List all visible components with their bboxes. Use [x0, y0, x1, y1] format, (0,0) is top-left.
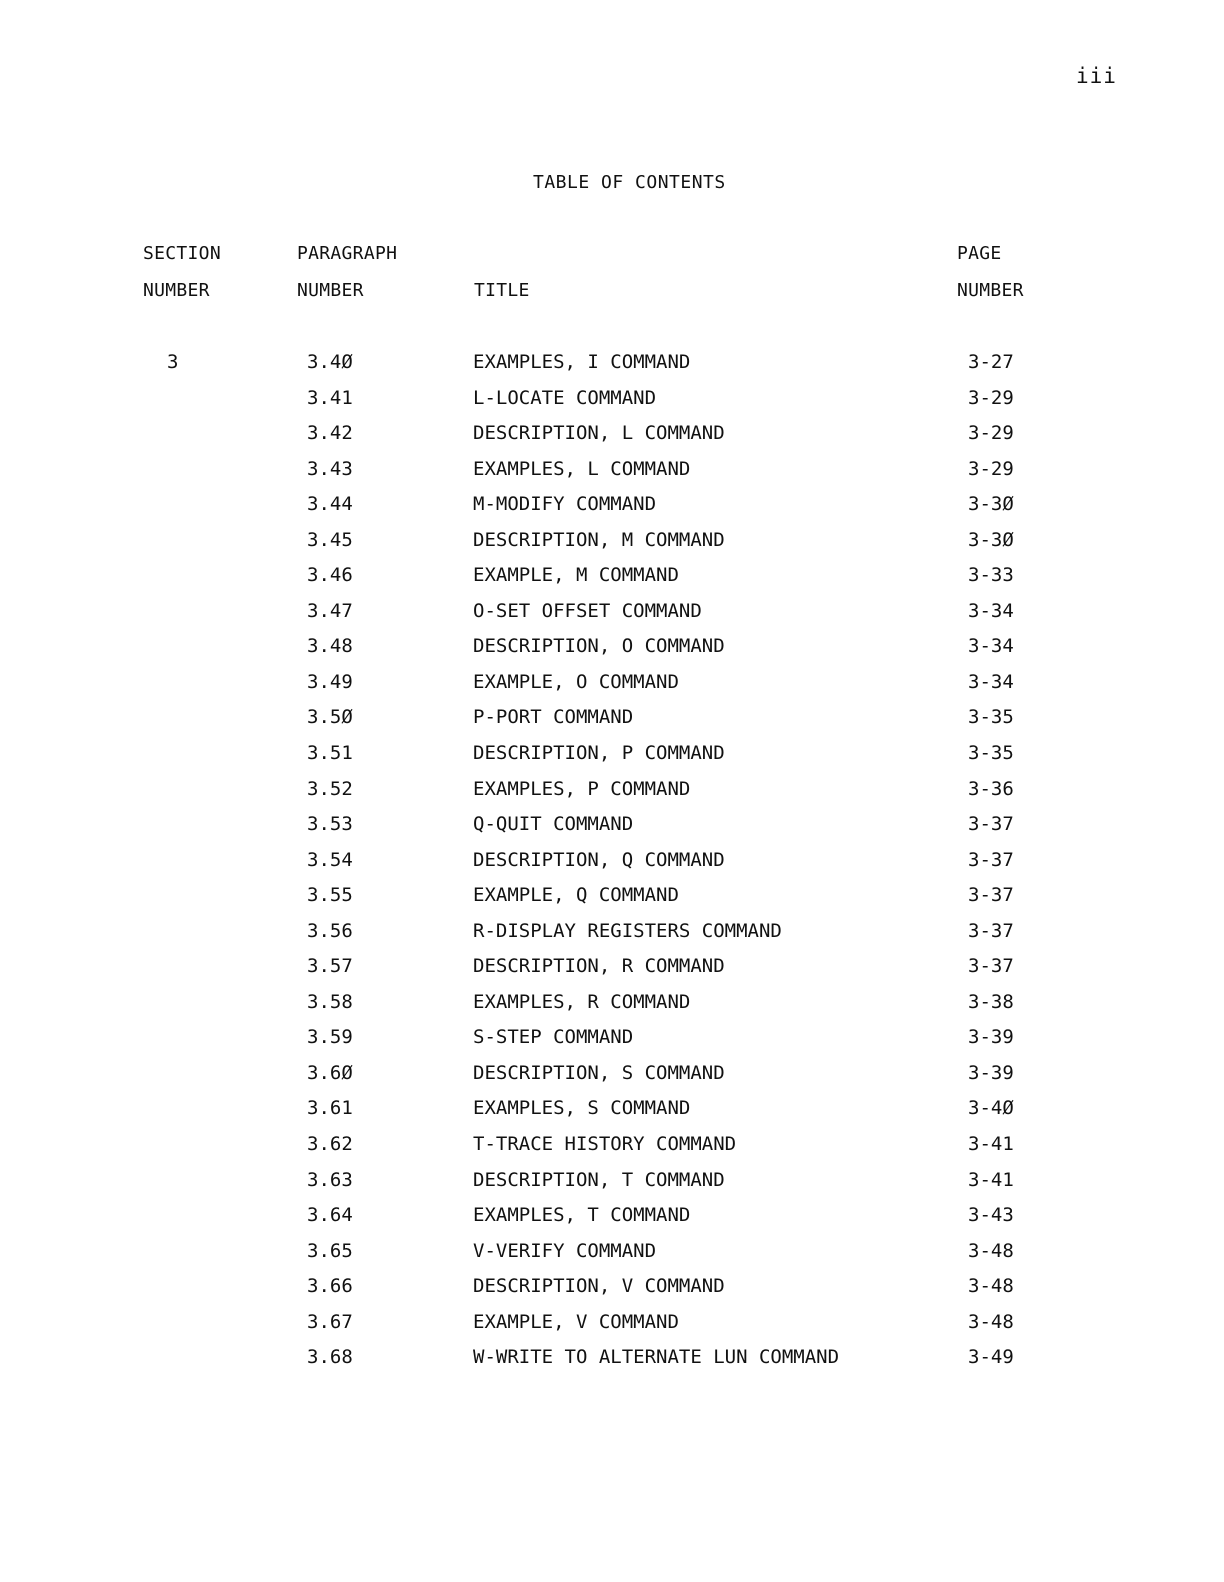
toc-row	[0, 487, 1224, 523]
entry-title: EXAMPLES, L COMMAND	[473, 457, 691, 480]
toc-row	[0, 949, 1224, 985]
paragraph-number: 3.4Ø	[307, 351, 353, 373]
entry-title: P-PORT COMMAND	[473, 706, 634, 729]
header-section-line1: SECTION	[143, 243, 221, 264]
document-title: TABLE OF CONTENTS	[533, 172, 726, 193]
entry-title: L-LOCATE COMMAND	[473, 386, 657, 409]
page-reference: 3-35	[968, 742, 1014, 765]
header-page-line2: NUMBER	[957, 280, 1024, 301]
page-reference: 3-37	[968, 884, 1014, 907]
page-reference: 3-39	[968, 1061, 1014, 1084]
entry-title: DESCRIPTION, R COMMAND	[473, 955, 725, 978]
page-reference: 3-48	[968, 1310, 1014, 1333]
page-reference: 3-39	[968, 1026, 1014, 1049]
toc-row	[0, 1198, 1224, 1234]
entry-title: V-VERIFY COMMAND	[473, 1239, 657, 1262]
page-reference: 3-37	[968, 848, 1014, 871]
page-reference: 3-29	[968, 457, 1014, 480]
paragraph-number: 3.45	[307, 528, 353, 551]
toc-row	[0, 878, 1224, 914]
paragraph-number: 3.65	[307, 1239, 353, 1262]
paragraph-number: 3.49	[307, 670, 353, 693]
paragraph-number: 3.43	[307, 457, 353, 480]
entry-title: O-SET OFFSET COMMAND	[473, 599, 702, 622]
toc-row	[0, 1305, 1224, 1341]
paragraph-number: 3.42	[307, 422, 353, 445]
toc-row	[0, 1269, 1224, 1305]
header-paragraph-line2: NUMBER	[297, 280, 364, 301]
paragraph-number: 3.46	[307, 564, 353, 587]
header-page-line1: PAGE	[957, 243, 1002, 264]
paragraph-number: 3.52	[307, 777, 353, 800]
page-reference: 3-41	[968, 1133, 1014, 1156]
paragraph-number: 3.41	[307, 386, 353, 409]
toc-rows	[0, 345, 1224, 1376]
toc-row	[0, 416, 1224, 452]
paragraph-number: 3.64	[307, 1204, 353, 1227]
page-reference: 3-37	[968, 919, 1014, 942]
entry-title: DESCRIPTION, O COMMAND	[473, 635, 725, 658]
toc-row	[0, 1020, 1224, 1056]
page-reference: 3-48	[968, 1239, 1014, 1262]
entry-title: DESCRIPTION, M COMMAND	[473, 528, 725, 551]
page-number: iii	[1076, 64, 1117, 88]
page-reference: 3-34	[968, 635, 1014, 658]
paragraph-number: 3.56	[307, 919, 353, 942]
entry-title: DESCRIPTION, P COMMAND	[473, 742, 725, 765]
section-number: 3	[167, 351, 179, 373]
paragraph-number: 3.62	[307, 1133, 353, 1156]
page-reference: 3-33	[968, 564, 1014, 587]
toc-row	[0, 558, 1224, 594]
toc-row	[0, 523, 1224, 559]
entry-title: EXAMPLE, M COMMAND	[473, 564, 679, 587]
toc-row	[0, 629, 1224, 665]
paragraph-number: 3.51	[307, 742, 353, 765]
paragraph-number: 3.54	[307, 848, 353, 871]
paragraph-number: 3.68	[307, 1346, 353, 1369]
page-reference: 3-36	[968, 777, 1014, 800]
toc-row	[0, 1127, 1224, 1163]
page-reference: 3-29	[968, 386, 1014, 409]
entry-title: T-TRACE HISTORY COMMAND	[473, 1133, 737, 1156]
entry-title: EXAMPLES, I COMMAND	[473, 351, 691, 373]
paragraph-number: 3.55	[307, 884, 353, 907]
toc-row	[0, 736, 1224, 772]
entry-title: DESCRIPTION, V COMMAND	[473, 1275, 725, 1298]
page-reference: 3-27	[968, 351, 1014, 373]
entry-title: EXAMPLE, Q COMMAND	[473, 884, 679, 907]
entry-title: Q-QUIT COMMAND	[473, 813, 634, 836]
paragraph-number: 3.5Ø	[307, 706, 353, 729]
toc-row	[0, 807, 1224, 843]
toc-row	[0, 1056, 1224, 1092]
toc-row	[0, 985, 1224, 1021]
header-title: TITLE	[474, 280, 530, 301]
paragraph-number: 3.61	[307, 1097, 353, 1120]
paragraph-number: 3.67	[307, 1310, 353, 1333]
paragraph-number: 3.58	[307, 990, 353, 1013]
toc-row	[0, 1163, 1224, 1199]
toc-row	[0, 1234, 1224, 1270]
page-reference: 3-3Ø	[968, 528, 1014, 551]
paragraph-number: 3.48	[307, 635, 353, 658]
entry-title: S-STEP COMMAND	[473, 1026, 634, 1049]
paragraph-number: 3.47	[307, 599, 353, 622]
entry-title: EXAMPLES, S COMMAND	[473, 1097, 691, 1120]
toc-row	[0, 914, 1224, 950]
toc-row	[0, 381, 1224, 417]
toc-row	[0, 843, 1224, 879]
page-reference: 3-3Ø	[968, 493, 1014, 516]
page-reference: 3-38	[968, 990, 1014, 1013]
toc-row	[0, 700, 1224, 736]
entry-title: DESCRIPTION, S COMMAND	[473, 1061, 725, 1084]
entry-title: EXAMPLE, V COMMAND	[473, 1310, 679, 1333]
toc-row	[0, 665, 1224, 701]
page-reference: 3-35	[968, 706, 1014, 729]
page-reference: 3-34	[968, 670, 1014, 693]
entry-title: DESCRIPTION, Q COMMAND	[473, 848, 725, 871]
page-reference: 3-4Ø	[968, 1097, 1014, 1120]
page-reference: 3-43	[968, 1204, 1014, 1227]
page-reference: 3-29	[968, 422, 1014, 445]
paragraph-number: 3.63	[307, 1168, 353, 1191]
page-reference: 3-49	[968, 1346, 1014, 1369]
page-reference: 3-34	[968, 599, 1014, 622]
toc-row	[0, 772, 1224, 808]
toc-row	[0, 345, 1224, 381]
entry-title: EXAMPLE, O COMMAND	[473, 670, 679, 693]
paragraph-number: 3.44	[307, 493, 353, 516]
toc-row	[0, 594, 1224, 630]
paragraph-number: 3.53	[307, 813, 353, 836]
entry-title: M-MODIFY COMMAND	[473, 493, 657, 516]
paragraph-number: 3.6Ø	[307, 1061, 353, 1084]
paragraph-number: 3.59	[307, 1026, 353, 1049]
header-paragraph-line1: PARAGRAPH	[297, 243, 398, 264]
page-reference: 3-37	[968, 955, 1014, 978]
entry-title: R-DISPLAY REGISTERS COMMAND	[473, 919, 782, 942]
entry-title: EXAMPLES, R COMMAND	[473, 990, 691, 1013]
header-section-line2: NUMBER	[143, 280, 210, 301]
page-reference: 3-37	[968, 813, 1014, 836]
entry-title: DESCRIPTION, L COMMAND	[473, 422, 725, 445]
entry-title: DESCRIPTION, T COMMAND	[473, 1168, 725, 1191]
entry-title: W-WRITE TO ALTERNATE LUN COMMAND	[473, 1346, 840, 1369]
paragraph-number: 3.66	[307, 1275, 353, 1298]
page-reference: 3-41	[968, 1168, 1014, 1191]
entry-title: EXAMPLES, P COMMAND	[473, 777, 691, 800]
page-reference: 3-48	[968, 1275, 1014, 1298]
toc-row	[0, 1340, 1224, 1376]
toc-row	[0, 1091, 1224, 1127]
toc-row	[0, 452, 1224, 488]
entry-title: EXAMPLES, T COMMAND	[473, 1204, 691, 1227]
paragraph-number: 3.57	[307, 955, 353, 978]
